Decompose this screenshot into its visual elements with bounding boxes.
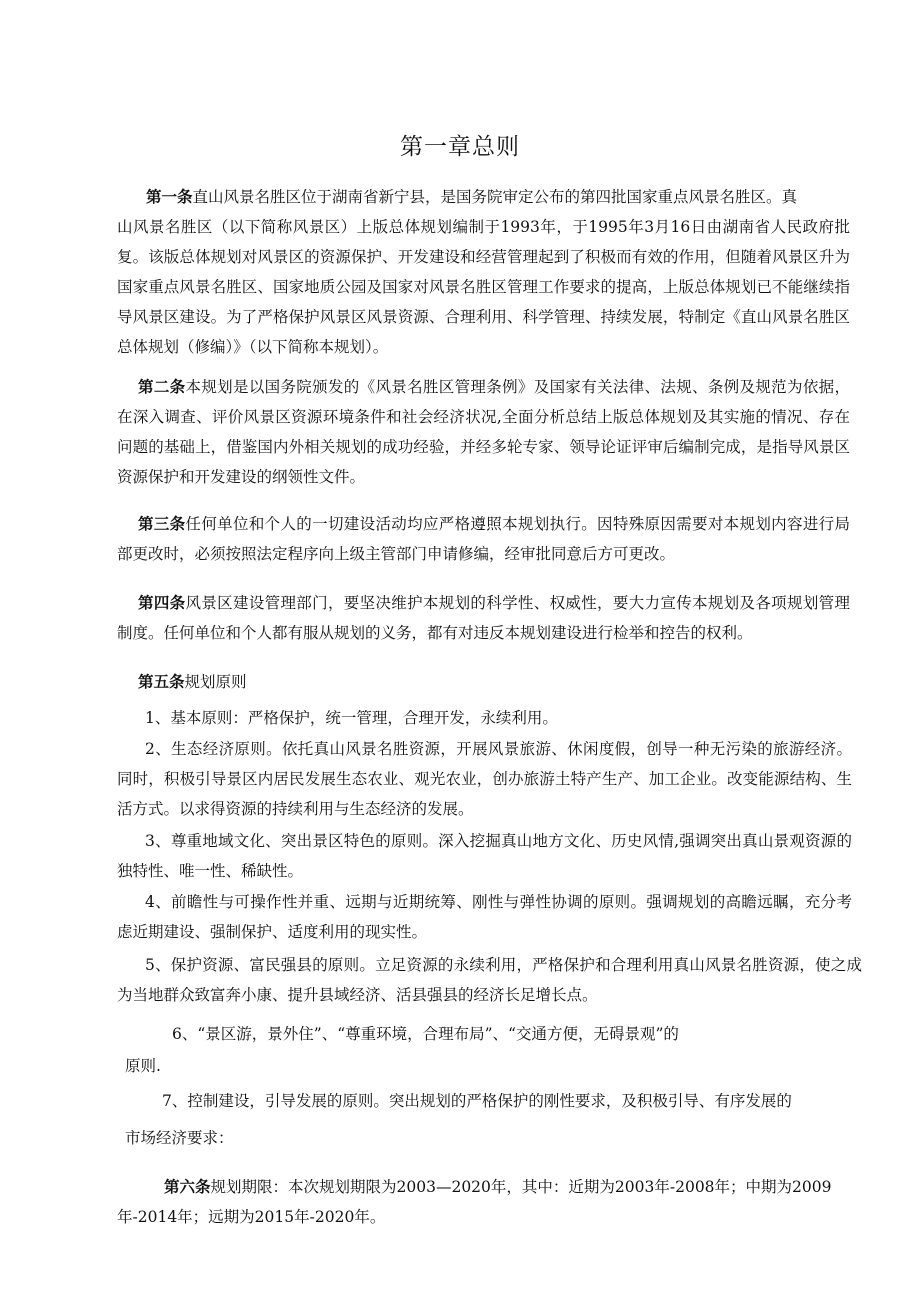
article-3-body: 任何单位和个人的一切建设活动均应严格遵照本规划执行。因特殊原因需要对本规划内容进行局部更改时，必须按照法定程序向上级主管部门申请修编，经审批同意后方可更改。 xyxy=(117,515,850,563)
article-5-body: 规划原则 xyxy=(184,673,247,691)
article-6-line1 xyxy=(117,1172,862,1202)
article-6 xyxy=(117,1172,862,1232)
article-1-body: 山风景名胜区（以下简称风景区）上版总体规划编制于1993年，于1995年3月16日由湖南省人民政府批复。该版总体规划对风景区的资源保护、开发建设和经营管理起到了积极而有效的作用，但随着风景区升为国家重点风景名胜区、国家地质公园及国家对风景名胜区管理工作要求的提高，上版总体规划已不能继续指导风景区建设。为了严格保护风景区风景资源、合理利用、科学管理、持续发展，特制定《直山风景名胜区总体规划（修编）》（以下简称本规划）。 xyxy=(117,218,850,356)
article-1 xyxy=(117,182,850,362)
principle-7 xyxy=(125,1083,865,1157)
chapter-title: 第一章总则 xyxy=(400,134,520,160)
article-2-lead: 第二条 xyxy=(138,377,186,396)
principle-1: 1、基本原则：严格保护，统一管理，合理开发，永续利用。 xyxy=(145,709,558,727)
principle-6 xyxy=(125,1018,865,1082)
article-1-first-line xyxy=(117,182,850,212)
principle-6-line2: 原则. xyxy=(125,1057,161,1075)
principle-7-line2: 市场经济要求： xyxy=(125,1129,234,1147)
article-4 xyxy=(117,588,850,648)
article-5-lead: 第五条 xyxy=(138,672,185,691)
principle-5: 5、保护资源、富民强县的原则。立足资源的永续利用，严格保护和合理利用真山风景名胜资源，使之成为当地群众致富奔小康、提升县域经济、活县强县的经济长足增长点。 xyxy=(117,956,862,1004)
article-1-lead: 第一条 xyxy=(146,187,193,206)
article-4-lead: 第四条 xyxy=(138,593,186,612)
article-6-line1-text: 规划期限：本次规划期限为2003—2020年，其中：近期为2003年-2008年；中期为2009 xyxy=(210,1178,832,1196)
article-5-heading xyxy=(117,667,850,697)
article-2-body: 本规划是以国务院颁发的《风景名胜区管理条例》及国家有关法律、法规、条例及规范为依据，在深入调查、评价风景区资源环境条件和社会经济状况,全面分析总结上版总体规划及其实施的情况、存在问题的基础上，借鉴国内外相关规划的成功经验，并经多轮专家、领导论证评审后编制完成，是指导风景区资源保护和开发建设的纲领性文件。 xyxy=(117,378,850,486)
article-1-line1: 直山风景名胜区位于湖南省新宁县，是国务院审定公布的第四批国家重点风景名胜区。真 xyxy=(192,188,798,206)
article-3 xyxy=(117,509,850,569)
principle-6-line1: 6、“景区游，景外住”、“尊重环境，合理布局”、“交通方便，无碍景观”的 xyxy=(172,1025,679,1043)
article-6-lead: 第六条 xyxy=(164,1177,211,1196)
article-6-line2: 年-2014年；远期为2015年-2020年。 xyxy=(117,1208,386,1226)
principle-4: 4、前瞻性与可操作性并重、远期与近期统筹、刚性与弹性协调的原则。强调规划的高瞻远瞩，充分考虑近期建设、强制保护、适度利用的现实性。 xyxy=(117,893,852,941)
principle-2: 2、生态经济原则。依托真山风景名胜资源，开展风景旅游、休闲度假，创导一种无污染的旅游经济。同时，积极引导景区内居民发展生态农业、观光农业，创办旅游土特产生产、加工企业。改变能源结构、生活方式。以求得资源的持续利用与生态经济的发展。 xyxy=(117,740,852,818)
article-4-body: 风景区建设管理部门，要坚决维护本规划的科学性、权威性，要大力宣传本规划及各项规划管理制度。任何单位和个人都有服从规划的义务，都有对违反本规划建设进行检举和控告的权利。 xyxy=(117,594,850,642)
article-2 xyxy=(117,372,850,492)
principle-3: 3、尊重地域文化、突出景区特色的原则。深入挖掘真山地方文化、历史风情,强调突出真山景观资源的独特性、唯一性、稀缺性。 xyxy=(117,832,852,880)
article-3-lead: 第三条 xyxy=(138,514,186,533)
principle-7-line1: 7、控制建设，引导发展的原则。突出规划的严格保护的刚性要求，及积极引导、有序发展的 xyxy=(162,1092,792,1110)
